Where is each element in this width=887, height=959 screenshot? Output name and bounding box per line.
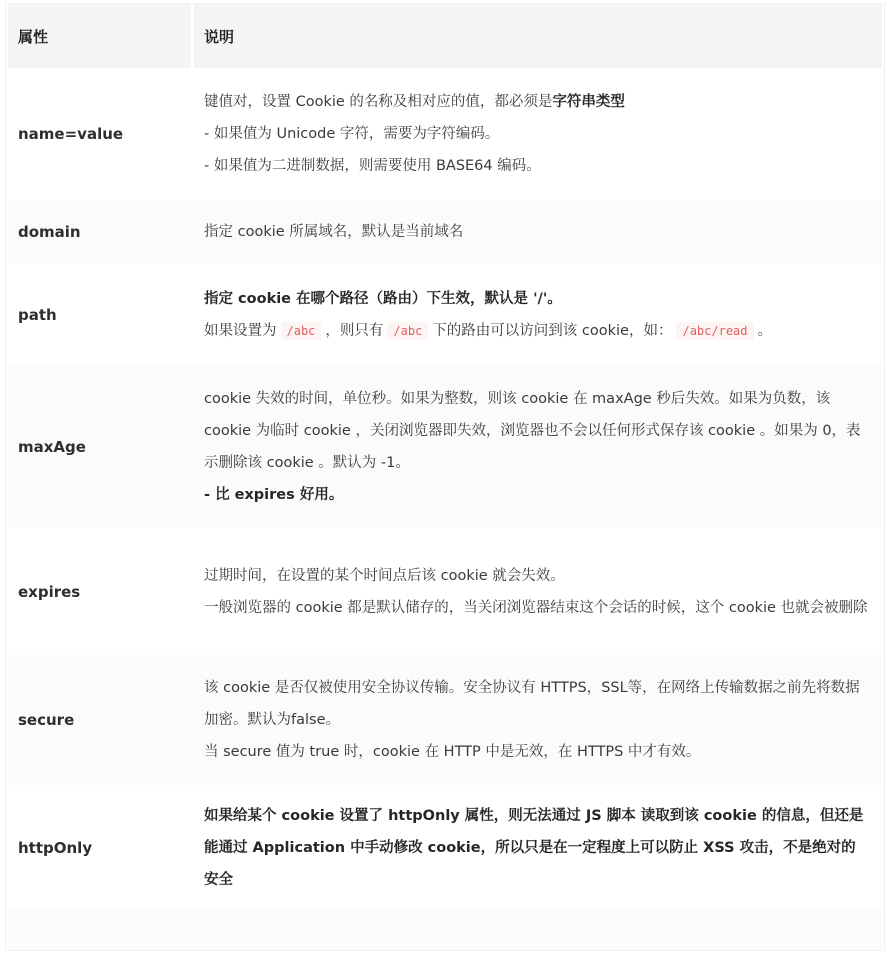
inline-code: /abc (281, 322, 322, 340)
spacer-cell (8, 910, 191, 950)
text-segment: ，则只有 (325, 322, 384, 339)
description-secure (191, 655, 882, 785)
description-name-value (191, 68, 882, 200)
table-header-row (8, 4, 882, 68)
description-line: 当 secure 值为 true 时，cookie 在 HTTP 中是无效，在 HTTPS 中才有效。 (204, 744, 701, 760)
text-segment: 如果设置为 (204, 322, 277, 339)
description-line: 如果给某个 cookie 设置了 httpOnly 属性，则无法通过 JS 脚本 读取到该 cookie 的信息，但还是能通过 Application 中手动修改 cookie，所以只是在一定程度上可以防止 XSS 攻击，不是绝对的安全 (204, 807, 864, 888)
description-expires (191, 528, 882, 655)
header-attribute: 属性 (8, 4, 191, 68)
description-line: 过期时间，在设置的某个时间点后该 cookie 就会失效。 (204, 567, 565, 584)
description-line: 指定 cookie 所属域名，默认是当前域名 (204, 224, 464, 240)
table-row (8, 528, 882, 655)
text-segment: 键值对，设置 Cookie 的名称及相对应的值，都必须是 (204, 94, 553, 110)
bold-text: 字符串类型 (552, 94, 625, 110)
table-footer-spacer (8, 910, 882, 950)
table-row (8, 785, 882, 910)
table-row (8, 200, 882, 264)
attribute-httponly: httpOnly (18, 838, 93, 857)
table-row (8, 655, 882, 785)
description-line: - 如果值为 Unicode 字符，需要为字符编码。 (204, 126, 500, 142)
attribute-secure: secure (8, 655, 191, 785)
description-domain (191, 200, 882, 264)
description-line: cookie 失效的时间，单位秒。如果为整数，则该 cookie 在 maxAge 秒后失效。如果为负数，该 cookie 为临时 cookie ，关闭浏览器即失效，浏览器也不会以任何形式保存该 cookie 。如果为 0，表示删除该 cookie 。默认为 -1。 (204, 390, 861, 471)
attribute-expires: expires (18, 582, 81, 601)
attribute-maxage: maxAge (8, 365, 191, 528)
spacer-cell (191, 910, 882, 950)
description-line: - 比 expires 好用。 (204, 486, 344, 503)
table-row (8, 264, 882, 365)
description-line: 该 cookie 是否仅被使用安全协议传输。安全协议有 HTTPS，SSL等，在网络上传输数据之前先将数据加密。默认为false。 (204, 680, 860, 728)
description-line: 指定 cookie 在哪个路径（路由）下生效，默认是 '/'。 (204, 290, 562, 307)
text-segment: 下的路由可以访问到该 cookie，如： (432, 322, 673, 339)
cookie-attributes-table (8, 4, 882, 950)
description-line (204, 315, 868, 347)
attribute-path: path (18, 305, 57, 324)
description-line (204, 86, 868, 118)
description-line: 一般浏览器的 cookie 都是默认储存的，当关闭浏览器结束这个会话的时候，这个 cookie 也就会被删除 (204, 599, 868, 616)
description-maxage (191, 365, 882, 528)
attribute-name-value: name=value (18, 125, 124, 143)
header-description: 说明 (191, 4, 882, 68)
description-line: - 如果值为二进制数据，则需要使用 BASE64 编码。 (204, 158, 541, 174)
description-httponly (191, 785, 882, 910)
table-row (8, 365, 882, 528)
attribute-domain: domain (8, 200, 191, 264)
description-path (191, 264, 882, 365)
inline-code: /abc/read (676, 322, 753, 340)
table-row (8, 68, 882, 200)
text-segment: 。 (757, 322, 773, 339)
inline-code: /abc (387, 322, 428, 340)
